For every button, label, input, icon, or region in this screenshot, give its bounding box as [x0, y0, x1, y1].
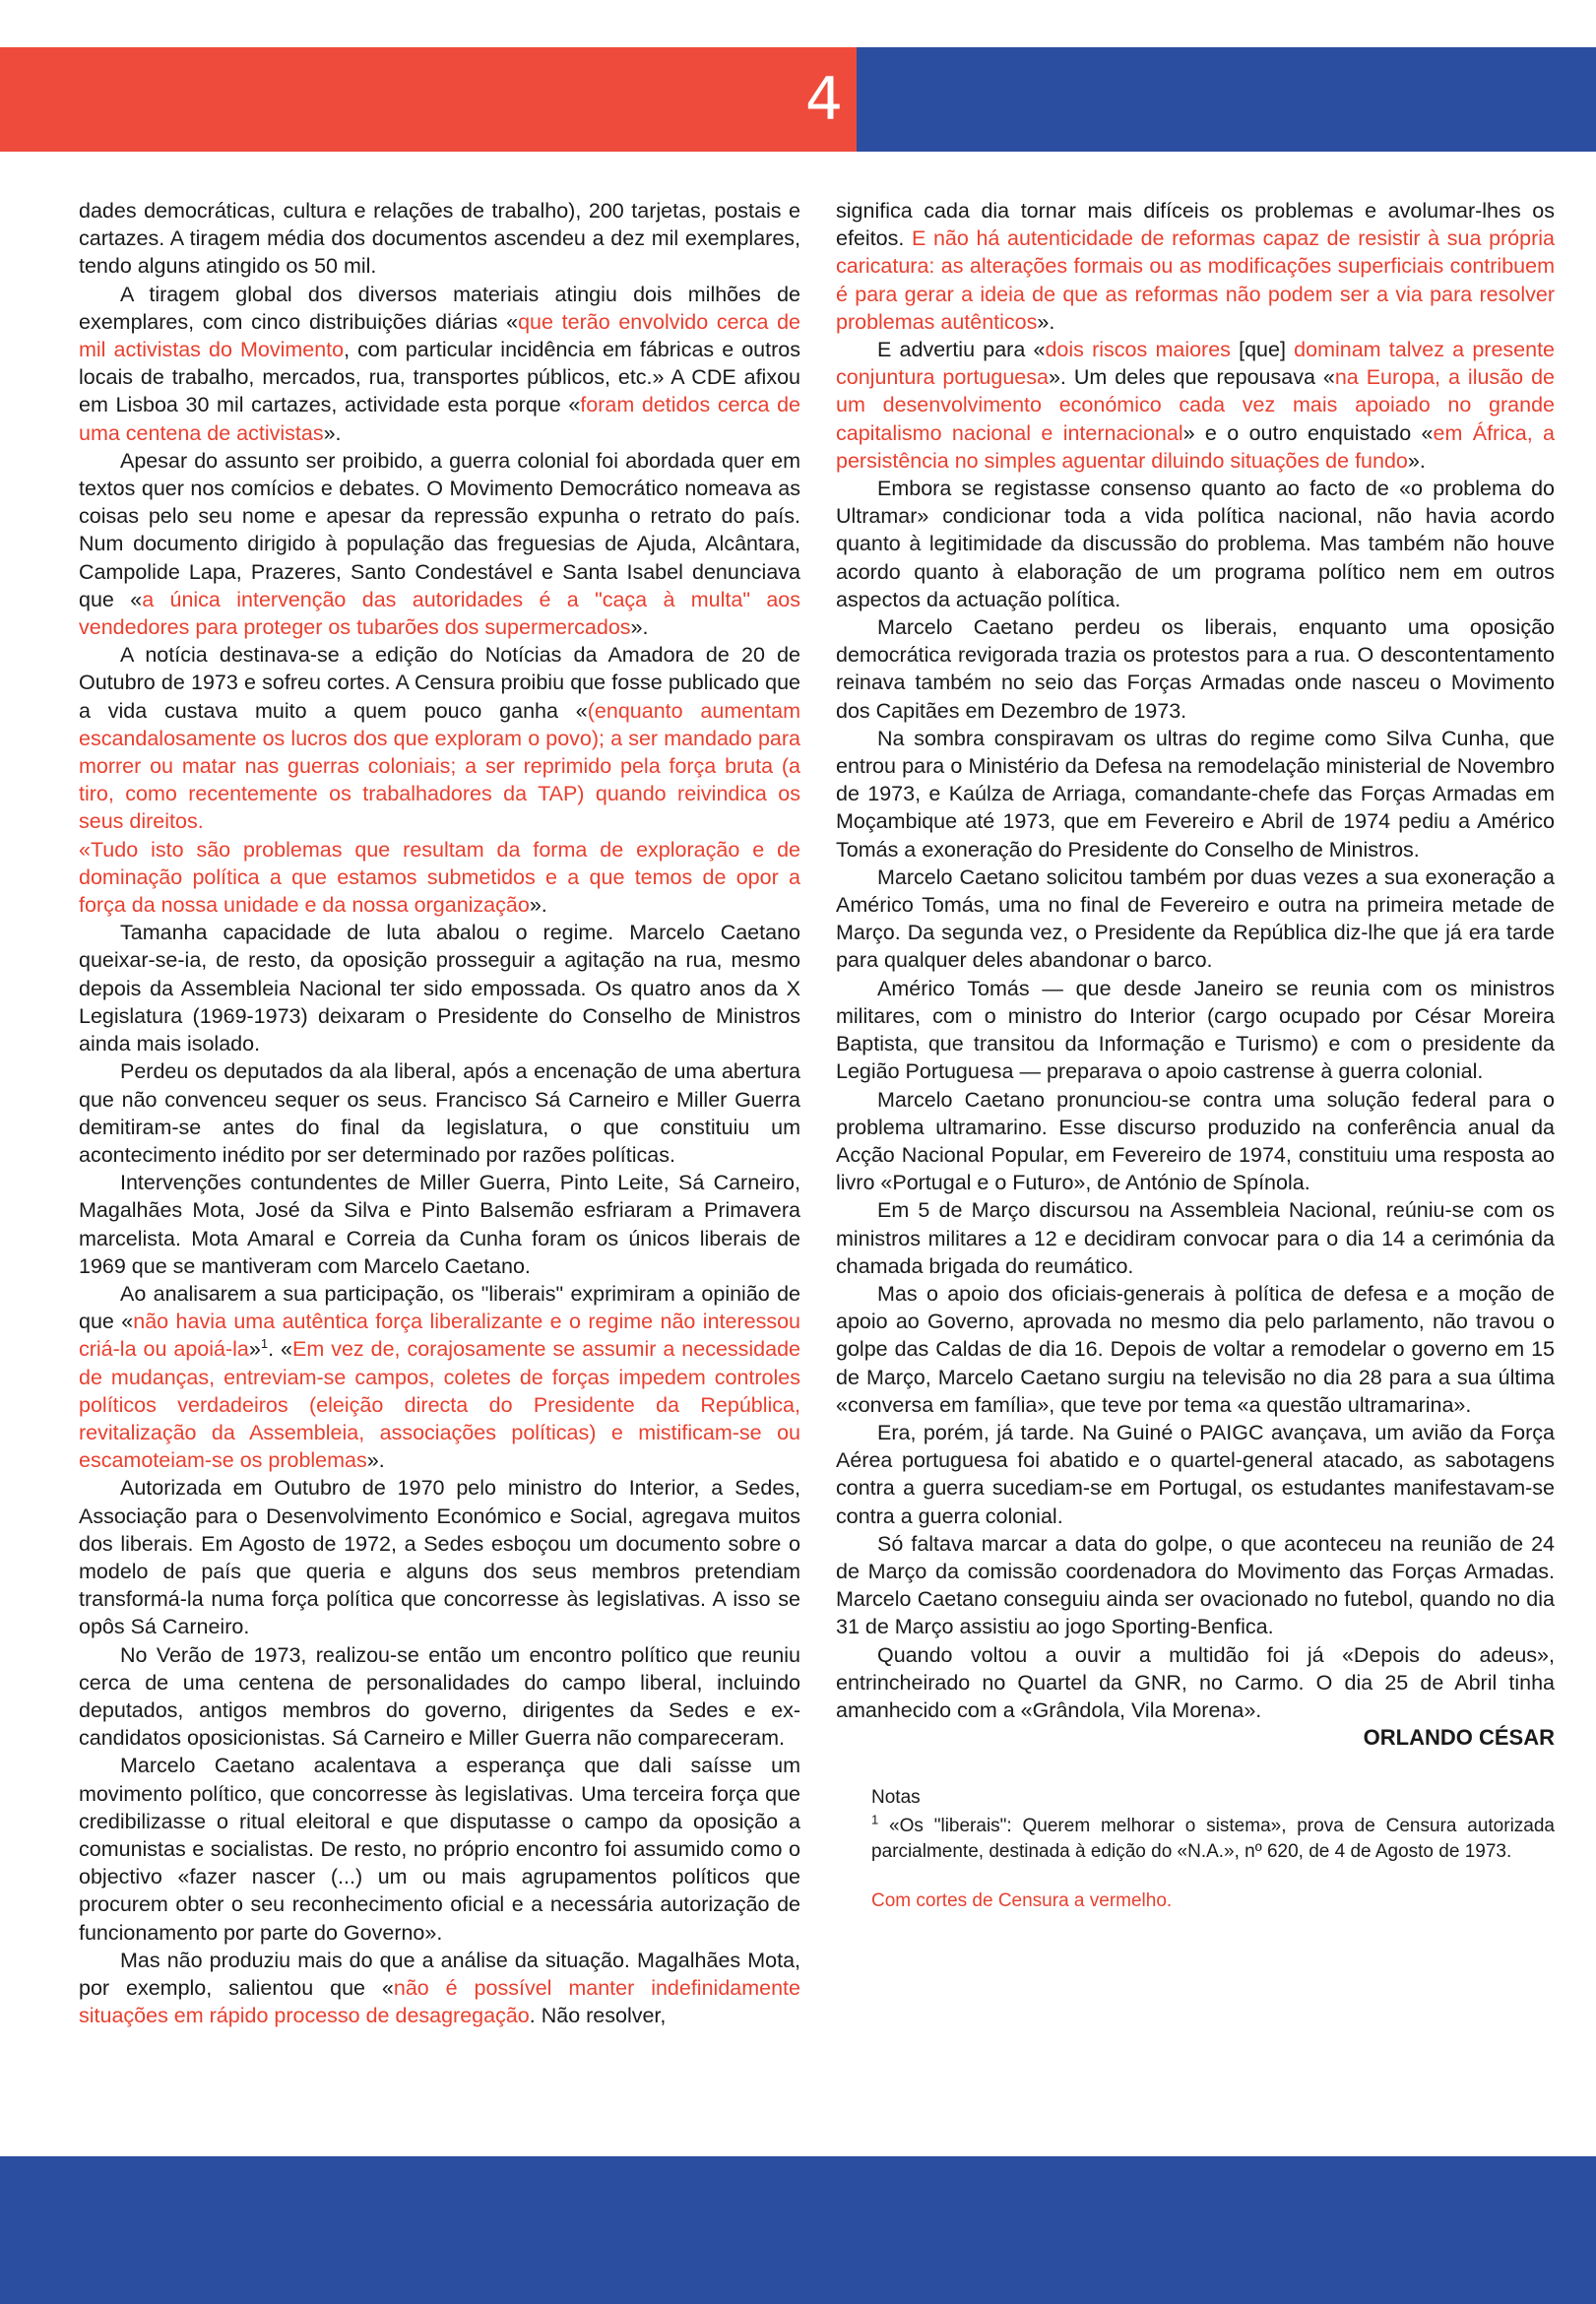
text-run: . Não resolver, [529, 2004, 667, 2028]
paragraph [79, 197, 800, 281]
text-run: Marcelo Caetano pronunciou-se contra uma solução federal para o problema ultramarino. Esse discurso produzido na conferência anual da Acção Nacional Popular, em Fevereiro de 1974, constituiu uma resposta ao livro «Portugal e o Futuro», de António de Spínola. [836, 1087, 1555, 1195]
text-run: A tiragem global dos diversos materiais atingiu dois milhões de exemplares, com cinco distribuições diárias « [79, 282, 800, 334]
paragraph [79, 1752, 800, 1946]
censored-text: não havia uma autêntica força liberalizante e o regime não interessou criá-la ou apoiá-la [79, 1310, 800, 1362]
paragraph [79, 281, 800, 447]
text-run: » e o outro enquistado « [1182, 420, 1434, 445]
paragraph [79, 836, 800, 920]
paragraph [79, 641, 800, 835]
footnote-text: «Os "liberais": Querem melhorar o sistema», prova de Censura autorizada parcialmente, destinada à edição do «N.A.», nº 620, de 4 de Agosto de 1973. [871, 1816, 1555, 1863]
text-run: ». [630, 615, 649, 640]
text-run: ». [529, 893, 547, 918]
text-run: Perdeu os deputados da ala liberal, após a encenação de uma abertura que não convenceu sequer os seus. Francisco Sá Carneiro e Miller Guerra demitiram-se antes do final da legislatura, o que constituiu um acontecimento inédito por ser determinado por razões políticas. [79, 1059, 800, 1167]
censored-text: foram detidos cerca de uma centena de activistas [79, 393, 800, 445]
censored-text: E não há autenticidade de reformas capaz de resistir à sua própria caricatura: as alterações formais ou as modificações superficiais contribuem é para gerar a ideia de que as reformas não podem ser a via para resolver problemas autênticos [836, 226, 1555, 334]
paragraph [79, 1057, 800, 1169]
text-run: Era, porém, já tarde. Na Guiné o PAIGC avançava, um avião da Força Aérea portuguesa foi abatido e o quartel-general atacado, as sabotagens contra a guerra sucediam-se em Portugal, os estudantes manifestavam-se contra a guerra colonial. [836, 1420, 1555, 1528]
text-run: Tamanha capacidade de luta abalou o regime. Marcelo Caetano queixar-se-ia, de resto, da oposição prosseguir a agitação na rua, mesmo depois da Assembleia Nacional ter sido empossada. Os quatro anos da X Legislatura (1969-1973) deixaram o Presidente do Conselho de Ministros ainda mais isolado. [79, 921, 800, 1056]
paragraph [836, 1196, 1555, 1280]
censored-text: a única intervenção das autoridades é a "caça à multa" aos vendedores para proteger os tubarões dos supermercados [79, 587, 800, 640]
censored-text: dois riscos maiores [1045, 338, 1231, 362]
paragraph [836, 475, 1555, 613]
text-run: A notícia destinava-se a edição do Notícias da Amadora de 20 de Outubro de 1973 e sofreu cortes. A Censura proibiu que fosse publicado que a vida custava muito a quem pouco ganha « [79, 643, 800, 723]
text-run: Ao analisarem a sua participação, os "liberais" exprimiram a opinião de que « [79, 1281, 800, 1334]
censored-text: na Europa, a ilusão de um desenvolvimento económico cada vez mais apoiado no grande capitalismo nacional e internacional [836, 365, 1555, 445]
text-run: Intervenções contundentes de Miller Guerra, Pinto Leite, Sá Carneiro, Magalhães Mota, José da Silva e Pinto Balsemão esfriaram a Primavera marcelista. Mota Amaral e Correia da Cunha foram os únicos liberais de 1969 que se mantiveram com Marcelo Caetano. [79, 1171, 800, 1278]
paragraph [79, 919, 800, 1057]
text-run: ». [323, 420, 342, 445]
text-run: Américo Tomás — que desde Janeiro se reunia com os ministros militares, com o ministro do Interior (cargo ocupado por César Moreira Baptista, que transitou da Informação e Turismo) e com o presidente da Legião Portuguesa — preparava o apoio castrense à guerra colonial. [836, 976, 1555, 1084]
text-run: No Verão de 1973, realizou-se então um encontro político que reuniu cerca de uma centena de personalidades do campo liberal, incluindo deputados, antigos membros do governo, dirigentes da Sedes e ex-candidatos oposicionistas. Sá Carneiro e Miller Guerra não compareceram. [79, 1642, 800, 1751]
text-run: , com particular incidência em fábricas e outros locais de trabalho, mercados, rua, transportes públicos, etc.» A CDE afixou em Lisboa 30 mil cartazes, actividade esta porque « [79, 338, 800, 417]
paragraph [836, 336, 1555, 475]
censored-text: «Tudo isto são problemas que resultam da forma de exploração e de dominação política a que estamos submetidos e a que temos de opor a força da nossa unidade e da nossa organização [79, 837, 800, 918]
censored-text: (enquanto aumentam escandalosamente os lucros dos que exploram o povo); a ser mandado para morrer ou matar nas guerras coloniais; a ser reprimido pela força bruta (a tiro, como recentemente os trabalhadores da TAP) quando reivindica os seus direitos. [79, 698, 800, 834]
text-run: ». [366, 1448, 385, 1473]
author-byline: ORLANDO CÉSAR [1363, 1725, 1555, 1751]
text-run: Mas o apoio dos oficiais-generais à política de defesa e a moção de apoio ao Governo, aprovada no mesmo dia pelo parlamento, não travou o golpe das Caldas de dia 16. Depois de voltar a remodelar o governo em 15 de Março, Marcelo Caetano surgiu na televisão no dia 28 para a sua última «conversa em família», que teve por tema «a questão ultramarina». [836, 1281, 1555, 1417]
header-band [0, 47, 1596, 152]
header-blue-block [857, 47, 1596, 152]
article-right-column [836, 197, 1555, 1914]
footnote-number: 1 [871, 1813, 879, 1828]
paragraph [836, 1530, 1555, 1641]
footer-band [0, 2156, 1596, 2304]
text-run: ». Um deles que repousava « [1048, 365, 1335, 390]
paragraph [836, 1086, 1555, 1197]
text-run: Mas não produziu mais do que a análise da situação. Magalhães Mota, por exemplo, salientou que « [79, 1948, 800, 2000]
text-run: Só faltava marcar a data do golpe, o que aconteceu na reunião de 24 de Março da comissão coordenadora do Movimento das Forças Armadas. Marcelo Caetano conseguiu ainda ser ovacionado no futebol, quando no dia 31 de Março assistiu ao jogo Sporting-Benfica. [836, 1531, 1555, 1639]
censored-text: em África, a persistência no simples aguentar diluindo situações de fundo [836, 420, 1555, 473]
text-run: [que] [1230, 338, 1295, 362]
paragraph [836, 864, 1555, 975]
notes-heading: Notas [871, 1787, 921, 1809]
article-left-column [79, 197, 800, 2029]
notes-section [836, 1785, 1555, 1914]
paragraph [836, 975, 1555, 1086]
text-run: E advertiu para « [877, 338, 1046, 362]
paragraph [836, 1641, 1555, 1725]
text-run: Quando voltou a ouvir a multidão foi já «Depois do adeus», entrincheirado no Quartel da GNR, no Carmo. O dia 25 de Abril tinha amanhecido com a «Grândola, Vila Morena». [836, 1642, 1555, 1722]
paragraph [79, 447, 800, 641]
censored-text: que terão envolvido cerca de mil activistas do Movimento [79, 309, 800, 362]
censorship-legend: Com cortes de Censura a vermelho. [871, 1890, 1173, 1912]
censored-text: não é possível manter indefinidamente situações em rápido processo de desagregação [79, 1976, 800, 2028]
text-run: ». [1407, 448, 1426, 473]
censored-text: Em vez de, corajosamente se assumir a necessidade de mudanças, entreviam-se campos, coletes de forças impedem controles políticos verdadeiros (eleição directa do Presidente da República, revitalização da Assembleia, associações políticas) e mistificam-se ou escamoteiam-se os problemas [79, 1337, 801, 1473]
footnote-ref: 1 [260, 1336, 269, 1352]
paragraph [836, 613, 1555, 725]
text-run: Apesar do assunto ser proibido, a guerra colonial foi abordada quer em textos quer nos comícios e debates. O Movimento Democrático nomeava as coisas pelo seu nome e apesar da repressão expunha o retrato do país. Num documento dirigido à população das freguesias de Ajuda, Alcântara, Campolide Lapa, Prazeres, Santo Condestável e Santa Isabel denunciava que « [79, 448, 800, 611]
paragraph [836, 197, 1555, 336]
text-run: Na sombra conspiravam os ultras do regime como Silva Cunha, que entrou para o Ministério da Defesa na remodelação ministerial de Novembro de 1973, e Kaúlza de Arriaga, comandante-chefe das Forças Armadas em Moçambique até 1973, que em Fevereiro e Abril de 1974 pediu a Américo Tomás a exoneração do Presidente do Conselho de Ministros. [836, 726, 1555, 862]
paragraph [836, 1280, 1555, 1419]
text-run: significa cada dia tornar mais difíceis os problemas e avolumar-lhes os efeitos. [836, 199, 1555, 251]
paragraph [79, 1169, 800, 1280]
text-run: dades democráticas, cultura e relações de trabalho), 200 tarjetas, postais e cartazes. A tiragem média dos documentos ascendeu a dez mil exemplares, tendo alguns atingido os 50 mil. [79, 199, 800, 279]
paragraph [836, 725, 1555, 864]
text-run: Autorizada em Outubro de 1970 pelo ministro do Interior, a Sedes, Associação para o Desenvolvimento Económico e Social, agregava muitos dos liberais. Em Agosto de 1972, a Sedes esboçou um documento sobre o modelo de país que queria e alguns dos seus membros pretendiam transformá-la numa força política que concorresse às legislativas. A isso se opôs Sá Carneiro. [79, 1476, 800, 1639]
text-run: Em 5 de Março discursou na Assembleia Nacional, reúniu-se com os ministros militares a 12 e decidiram convocar para o dia 14 a cerimónia da chamada brigada do reumático. [836, 1198, 1555, 1278]
paragraph [79, 1947, 800, 2030]
text-run: ». [1037, 309, 1055, 334]
text-run: Marcelo Caetano solicitou também por duas vezes a sua exoneração a Américo Tomás, uma no final de Fevereiro e outra na primeira metade de Março. Da segunda vez, o Presidente da República diz-lhe que já era tarde para qualquer deles abandonar o barco. [836, 864, 1555, 973]
header-red-block [0, 47, 857, 152]
paragraph [836, 1419, 1555, 1530]
text-run: » [248, 1337, 261, 1362]
footnote [871, 1814, 1555, 1865]
paragraph [79, 1641, 800, 1753]
censored-text: dominam talvez a presente conjuntura portuguesa [836, 338, 1555, 390]
text-run: Marcelo Caetano acalentava a esperança que dali saísse um movimento político, que concorresse às legislativas. Uma terceira força que credibilizasse o ritual eleitoral e que disputasse o campo da oposição a comunistas e socialistas. De resto, no próprio encontro foi assumido como o objectivo «fazer nascer (...) um ou mais agrupamentos políticos que procurem obter o seu reconhecimento oficial e a necessária autorização de funcionamento por parte do Governo». [79, 1754, 800, 1945]
text-run: . « [268, 1337, 292, 1362]
paragraph [79, 1474, 800, 1640]
text-run: Marcelo Caetano perdeu os liberais, enquanto uma oposição democrática revigorada trazia os protestos para a rua. O descontentamento reinava também no seio das Forças Armadas onde nasceu o Movimento dos Capitães em Dezembro de 1973. [836, 615, 1555, 723]
page-number: 4 [804, 65, 844, 134]
text-run: Embora se registasse consenso quanto ao facto de «o problema do Ultramar» condicionar toda a vida política nacional, não havia acordo quanto à legitimidade da discussão do problema. Mas também não houve acordo quanto à elaboração de um programa político nem em outros aspectos da actuação política. [836, 477, 1555, 611]
paragraph [79, 1280, 800, 1474]
